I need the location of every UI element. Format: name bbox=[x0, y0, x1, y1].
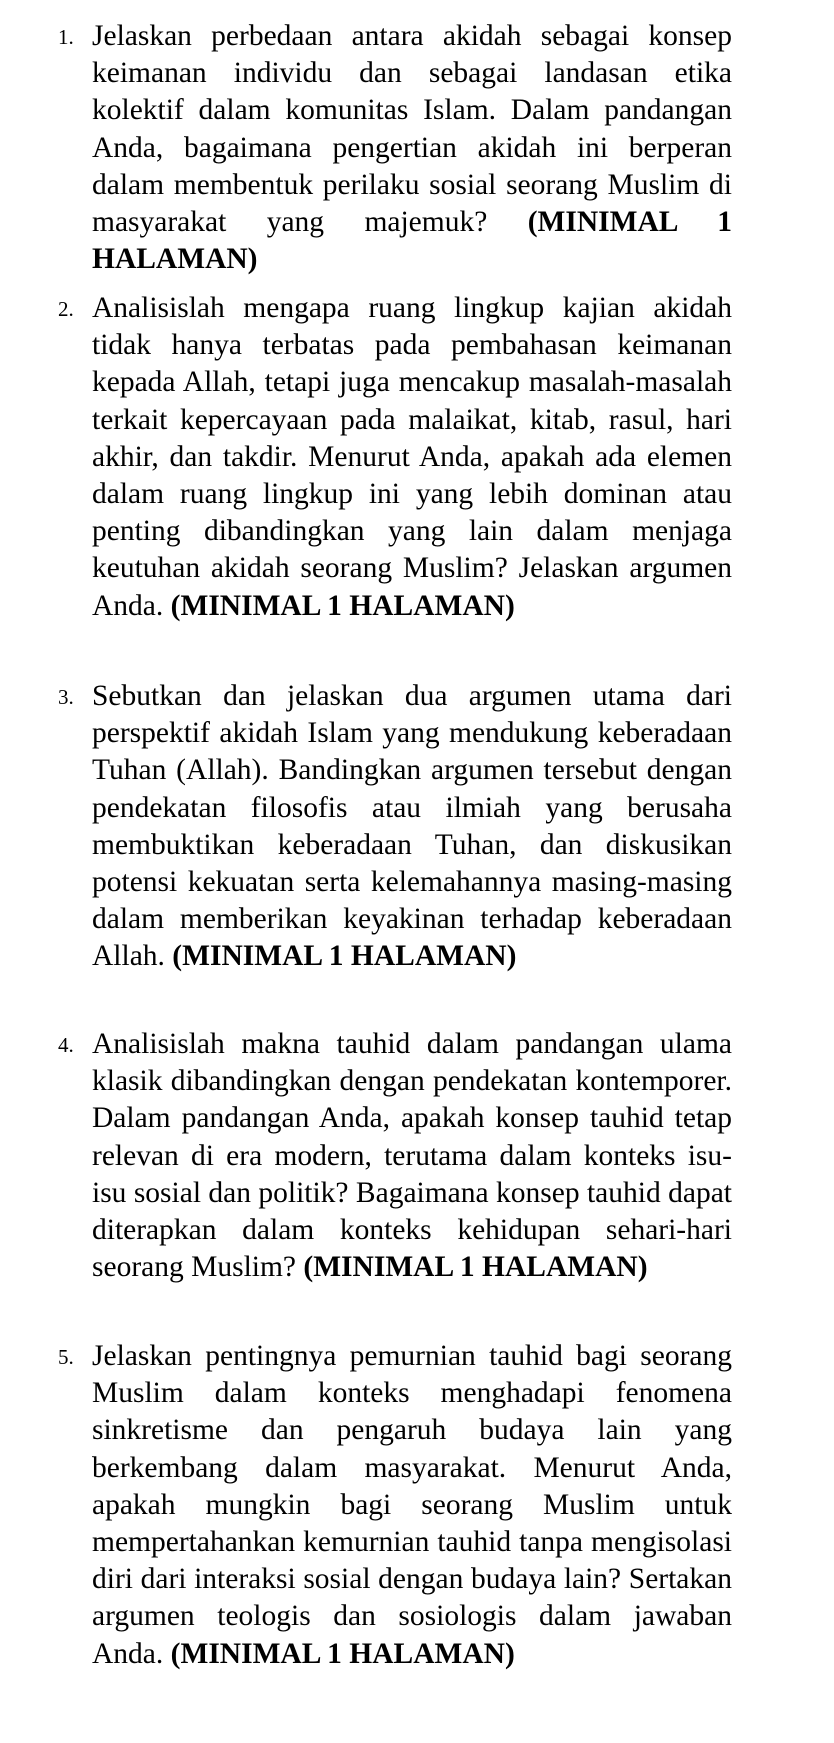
minimum-length-note: (MINIMAL 1 HALAMAN) bbox=[170, 1637, 515, 1670]
question-text: Analisislah mengapa ruang lingkup kajian akidah tidak hanya terbatas pada pembahasan keimanan kepada Allah, tetapi juga mencakup masalah-masalah terkait kepercayaan pada malaikat, kitab, rasul, hari akhir, dan takdir. Menurut Anda, apakah ada elemen dalam ruang lingkup ini yang lebih dominan atau penting dibandingkan yang lain dalam menjaga keutuhan akidah seorang Muslim? Jelaskan argumen Anda. bbox=[92, 292, 732, 622]
question-text: Jelaskan perbedaan antara akidah sebagai konsep keimanan individu dan sebagai landasan etika kolektif dalam komunitas Islam. Dalam pandangan Anda, bagaimana pengertian akidah ini berperan dalam membentuk perilaku sosial seorang Muslim di masyarakat yang majemuk? bbox=[92, 20, 732, 239]
minimum-length-note: (MINIMAL 1 HALAMAN) bbox=[172, 940, 517, 973]
minimum-length-note: (MINIMAL 1 HALAMAN) bbox=[303, 1251, 648, 1284]
question-3 bbox=[58, 678, 732, 976]
question-number: 1. bbox=[58, 25, 74, 49]
question-number: 3. bbox=[58, 685, 74, 709]
minimum-length-note: (MINIMAL 1 HALAMAN) bbox=[92, 206, 732, 276]
question-1 bbox=[58, 18, 732, 278]
question-5 bbox=[58, 1338, 732, 1673]
question-text: Sebutkan dan jelaskan dua argumen utama dari perspektif akidah Islam yang mendukung keberadaan Tuhan (Allah). Bandingkan argumen tersebut dengan pendekatan filosofis atau ilmiah yang berusaha membuktikan keberadaan Tuhan, dan diskusikan potensi kekuatan serta kelemahannya masing-masing dalam memberikan keyakinan terhadap keberadaan Allah. bbox=[92, 680, 732, 973]
question-number: 2. bbox=[58, 297, 74, 321]
question-text: Analisislah makna tauhid dalam pandangan ulama klasik dibandingkan dengan pendekatan kontemporer. Dalam pandangan Anda, apakah konsep tauhid tetap relevan di era modern, terutama dalam konteks isu-isu sosial dan politik? Bagaimana konsep tauhid dapat diterapkan dalam konteks kehidupan sehari-hari seorang Muslim? bbox=[92, 1028, 732, 1284]
question-number: 4. bbox=[58, 1033, 74, 1057]
minimum-length-note: (MINIMAL 1 HALAMAN) bbox=[170, 589, 515, 622]
question-4 bbox=[58, 1026, 732, 1286]
question-text: Jelaskan pentingnya pemurnian tauhid bagi seorang Muslim dalam konteks menghadapi fenomena sinkretisme dan pengaruh budaya lain yang berkembang dalam masyarakat. Menurut Anda, apakah mungkin bagi seorang Muslim untuk mempertahankan kemurnian tauhid tanpa mengisolasi diri dari interaksi sosial dengan budaya lain? Sertakan argumen teologis dan sosiologis dalam jawaban Anda. bbox=[92, 1340, 732, 1670]
question-number: 5. bbox=[58, 1345, 74, 1369]
question-2 bbox=[58, 290, 732, 625]
